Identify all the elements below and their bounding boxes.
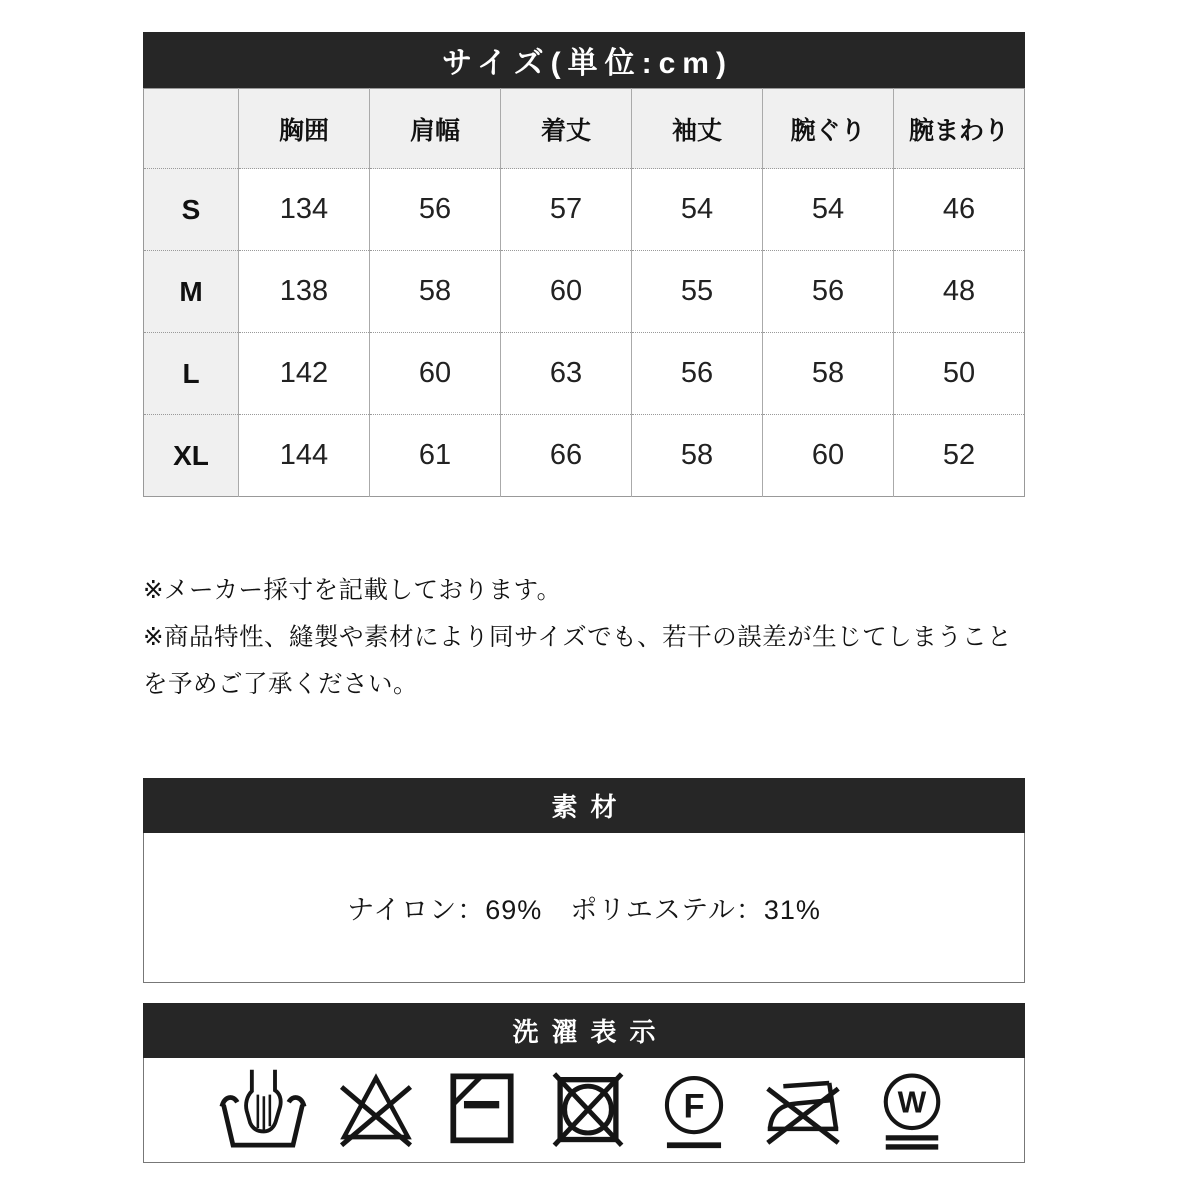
measurement-cell: 142 (239, 333, 370, 415)
washing-title-bar (143, 1003, 1025, 1058)
measurement-cell: 134 (239, 169, 370, 251)
measurement-cell: 54 (632, 169, 763, 251)
size-table (143, 88, 1025, 497)
measurement-notes (143, 567, 1025, 708)
column-header: 着丈 (501, 89, 632, 169)
measurement-cell: 48 (894, 251, 1025, 333)
measurement-cell: 61 (370, 415, 501, 497)
column-header: 肩幅 (370, 89, 501, 169)
measurement-cell: 56 (370, 169, 501, 251)
svg-text:F: F (683, 1087, 705, 1126)
material-content: ナイロン：69% ポリエステル：31% (347, 895, 821, 925)
column-header: 腕ぐり (763, 89, 894, 169)
size-row (144, 415, 1025, 497)
material-body (143, 833, 1025, 983)
measurement-cell: 60 (370, 333, 501, 415)
size-label-cell: L (144, 333, 239, 415)
material-section (143, 778, 1025, 983)
material-title: 素材 (551, 792, 630, 822)
column-header: 胸囲 (239, 89, 370, 169)
size-chart-section (143, 32, 1025, 497)
measurement-cell: 144 (239, 415, 370, 497)
note-line: ※メーカー採寸を記載しております。 (143, 577, 562, 604)
measurement-cell: 63 (501, 333, 632, 415)
do-not-bleach-icon (333, 1069, 419, 1151)
size-row (144, 333, 1025, 415)
washing-section (143, 1003, 1025, 1163)
corner-cell (144, 89, 239, 169)
size-row (144, 251, 1025, 333)
size-table-header-row (144, 89, 1025, 169)
size-label-cell: M (144, 251, 239, 333)
size-chart-title: サイズ(単位:cm) (442, 47, 733, 80)
note-line: ※商品特性、縫製や素材により同サイズでも、若干の誤差が生じてしまうことを予めご了承ください。 (143, 624, 1013, 698)
material-title-bar (143, 778, 1025, 833)
dry-flat-in-shade-icon (441, 1069, 523, 1151)
measurement-cell: 52 (894, 415, 1025, 497)
measurement-cell: 56 (632, 333, 763, 415)
do-not-tumble-dry-icon (545, 1069, 631, 1151)
dry-clean-f-icon (653, 1069, 735, 1151)
measurement-cell: 46 (894, 169, 1025, 251)
hand-wash-icon (215, 1067, 311, 1153)
wet-clean-w-icon (871, 1069, 953, 1151)
measurement-cell: 55 (632, 251, 763, 333)
column-header: 腕まわり (894, 89, 1025, 169)
washing-icons-row (143, 1058, 1025, 1163)
measurement-cell: 58 (763, 333, 894, 415)
measurement-cell: 57 (501, 169, 632, 251)
measurement-cell: 54 (763, 169, 894, 251)
measurement-cell: 58 (370, 251, 501, 333)
washing-title: 洗濯表示 (512, 1017, 669, 1047)
measurement-cell: 56 (763, 251, 894, 333)
measurement-cell: 50 (894, 333, 1025, 415)
measurement-cell: 138 (239, 251, 370, 333)
product-spec-sheet (143, 0, 1025, 1200)
measurement-cell: 60 (501, 251, 632, 333)
size-label-cell: S (144, 169, 239, 251)
size-chart-title-bar (143, 32, 1025, 88)
column-header: 袖丈 (632, 89, 763, 169)
measurement-cell: 58 (632, 415, 763, 497)
svg-text:W: W (897, 1086, 927, 1120)
size-row (144, 169, 1025, 251)
do-not-iron-icon (757, 1069, 849, 1151)
measurement-cell: 60 (763, 415, 894, 497)
measurement-cell: 66 (501, 415, 632, 497)
size-label-cell: XL (144, 415, 239, 497)
